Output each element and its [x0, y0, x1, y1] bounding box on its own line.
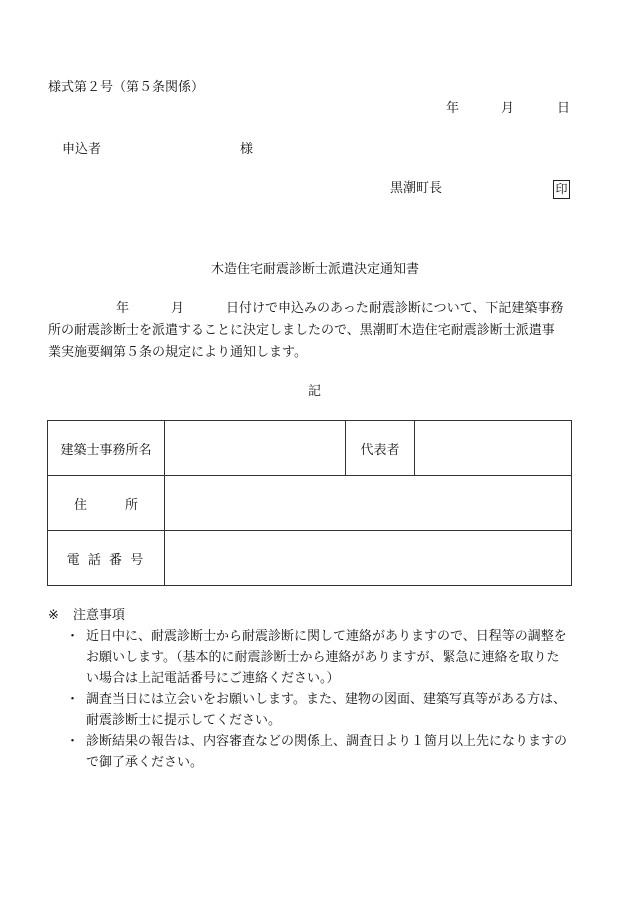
address-label [48, 476, 165, 531]
note-3-line-2: で御了承ください。 [86, 755, 204, 770]
notes-heading-text: 注意事項 [72, 608, 125, 623]
table-row-office [48, 421, 572, 476]
table-row-phone [48, 531, 572, 586]
body-line-1 [48, 298, 586, 320]
body-year: 年 [116, 301, 130, 316]
applicant-label: 申込者 [62, 142, 102, 157]
seal-mark: 印 [553, 180, 570, 199]
address-label-char-2: 所 [125, 497, 139, 513]
table-row-address [48, 476, 572, 531]
body-month: 月 [171, 301, 185, 316]
note-2-line-2: 耐震診断士に提示してください。 [86, 713, 282, 728]
note-1-line-1: 近日中に、耐震診断士から耐震診断に関して連絡がありますので、日程等の調整を [86, 629, 567, 644]
note-2-line-1: 調査当日には立会いをお願いします。また、建物の図面、建築写真等がある方は、 [86, 692, 566, 707]
body-line-1-text: 日付けで申込みのあった耐震診断について、下記建築事務 [226, 301, 564, 316]
issuer-title: 黒潮町長 [390, 181, 443, 196]
document-title: 木造住宅耐震診断士派遣決定通知書 [210, 262, 419, 277]
bullet-3: ・ [66, 734, 80, 749]
date-day-label: 日 [557, 101, 571, 116]
notes-heading [48, 606, 608, 626]
note-1-line-2: お願いします。（基本的に耐震診断士から連絡がありますが、緊急に連絡を取りた [86, 650, 560, 665]
notes-mark: ※ [48, 608, 59, 623]
bullet-2: ・ [66, 692, 80, 707]
representative-label: 代表者 [346, 421, 415, 476]
bullet-1: ・ [66, 629, 80, 644]
body-line-2: 所の耐震診断士を派遣することに決定しましたので、黒潮町木造住宅耐震診断士派遣事 [48, 323, 555, 338]
notice-body [48, 298, 586, 364]
note-item-2 [64, 689, 608, 731]
address-field[interactable] [165, 476, 572, 531]
representative-field[interactable] [415, 421, 572, 476]
note-item-1 [64, 626, 608, 689]
notes-section [48, 606, 608, 773]
date-month-label: 月 [501, 101, 515, 116]
note-3-line-1: 診断結果の報告は、内容審査などの関係上、調査日より１箇月以上先になりますの [86, 734, 568, 749]
address-label-char-1: 住 [73, 497, 87, 513]
body-line-3: 業実施要綱第５条の規定により通知します。 [48, 345, 307, 360]
dispatch-info-table [47, 420, 572, 586]
office-name-field[interactable] [165, 421, 346, 476]
form-number: 様式第２号（第５条関係） [48, 80, 205, 95]
ki-mark: 記 [308, 384, 322, 399]
note-item-3 [64, 731, 608, 773]
office-name-label: 建築士事務所名 [48, 421, 165, 476]
applicant-honorific: 様 [240, 142, 254, 157]
phone-field[interactable] [165, 531, 572, 586]
date-year-label: 年 [446, 101, 460, 116]
note-1-line-3: い場合は上記電話番号にご連絡ください。） [86, 671, 340, 686]
phone-label: 電 話 番 号 [48, 531, 165, 586]
